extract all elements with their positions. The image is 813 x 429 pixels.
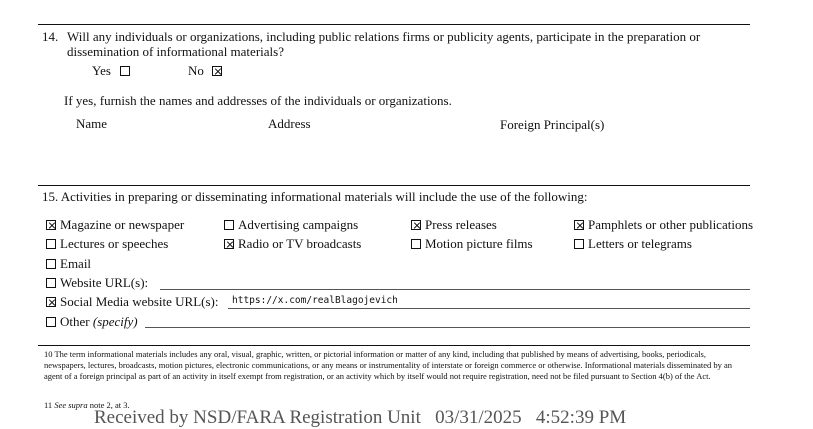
q15-option-magazine[interactable] (46, 217, 184, 232)
q15-option-advertising[interactable] (224, 217, 358, 232)
q15-social-media-checkbox[interactable] (46, 297, 56, 307)
q15-question: 15. Activities in preparing or disseminating informational materials will include the use of the following: (42, 189, 588, 204)
q15-email-label: Email (60, 256, 92, 271)
q14-column-name: Name (76, 116, 108, 131)
q15-option-radio-tv[interactable] (224, 236, 361, 251)
q14-number: 14. (42, 29, 59, 44)
footnote-10: 10 The term informational materials includes any oral, visual, graphic, written, or pictorial information or matter of any kind, including that published by means of advertising, books, periodicals, newspapers, lectures, broadcasts, motion pictures, electronic communications, or any means or instrumentality of interstate or foreign commerce or otherwise. Informational materials disseminated by an agent of a foreign principal as part of an activity in itself exempt from registration, or an activity which by itself would not require registration, need not be filed pursuant to Section 4(b) of the Act. (44, 349, 733, 381)
q15-press-label: Press releases (425, 217, 497, 232)
q15-option-website[interactable] (46, 275, 148, 290)
registration-stamp: Received by NSD/FARA Registration Unit 03/31/2025 4:52:39 PM (94, 407, 627, 428)
q14-question-line2: dissemination of informational materials? (67, 44, 284, 59)
footnote-11-rest: note 2, at 3. (87, 400, 130, 410)
footnote-rule (38, 345, 750, 346)
q15-radio-tv-checkbox[interactable] (224, 239, 234, 249)
q15-other-specify: (specify) (92, 314, 138, 329)
q15-other-label: Other (60, 314, 90, 329)
q15-advertising-checkbox[interactable] (224, 220, 234, 230)
q15-magazine-checkbox[interactable] (46, 220, 56, 230)
q14-no-checkbox[interactable] (212, 66, 222, 76)
q15-motion-picture-label: Motion picture films (425, 236, 533, 251)
q15-lectures-label: Lectures or speeches (60, 236, 169, 251)
q14-no-label: No (188, 63, 204, 78)
q15-website-label: Website URL(s): (60, 275, 149, 290)
q15-social-media-label: Social Media website URL(s): (60, 294, 219, 309)
q15-option-press[interactable] (411, 217, 497, 232)
section-15-rule (38, 185, 750, 186)
q15-option-letters[interactable] (574, 236, 692, 251)
q14-if-yes-instruction: If yes, furnish the names and addresses of the individuals or organizations. (64, 93, 452, 108)
section-top-rule (38, 24, 750, 25)
q15-social-media-line (228, 308, 750, 309)
q15-other-checkbox[interactable] (46, 317, 56, 327)
q15-pamphlets-label: Pamphlets or other publications (588, 217, 754, 232)
q15-lectures-checkbox[interactable] (46, 239, 56, 249)
q15-option-lectures[interactable] (46, 236, 168, 251)
q15-option-email[interactable] (46, 256, 91, 271)
q15-other-line (145, 327, 750, 328)
q15-option-pamphlets[interactable] (574, 217, 753, 232)
q14-yes-label: Yes (92, 63, 111, 78)
q15-option-other[interactable] (46, 314, 138, 329)
q15-press-checkbox[interactable] (411, 220, 421, 230)
q15-option-motion-picture[interactable] (411, 236, 533, 251)
q15-letters-label: Letters or telegrams (588, 236, 692, 251)
q15-pamphlets-checkbox[interactable] (574, 220, 584, 230)
q15-motion-picture-checkbox[interactable] (411, 239, 421, 249)
q14-column-address: Address (268, 116, 311, 131)
q15-option-social-media[interactable] (46, 294, 219, 309)
q14-column-foreign-principal: Foreign Principal(s) (500, 117, 605, 132)
q15-letters-checkbox[interactable] (574, 239, 584, 249)
footnote-11-see-supra: See supra (54, 400, 88, 410)
q15-website-line (160, 289, 750, 290)
footnote-11-number: 11 (44, 400, 53, 410)
q15-radio-tv-label: Radio or TV broadcasts (238, 236, 362, 251)
q14-yes-option[interactable] (92, 63, 134, 78)
q15-social-media-url-input[interactable]: https://x.com/realBlagojevich (232, 295, 398, 306)
q15-magazine-label: Magazine or newspaper (60, 217, 185, 232)
q14-question-line1: Will any individuals or organizations, including public relations firms or publicity agents, participate in the preparation or (67, 29, 701, 44)
q15-advertising-label: Advertising campaigns (238, 217, 359, 232)
q14-no-option[interactable] (188, 63, 226, 78)
q15-website-checkbox[interactable] (46, 278, 56, 288)
q15-email-checkbox[interactable] (46, 259, 56, 269)
q14-yes-checkbox[interactable] (120, 66, 130, 76)
